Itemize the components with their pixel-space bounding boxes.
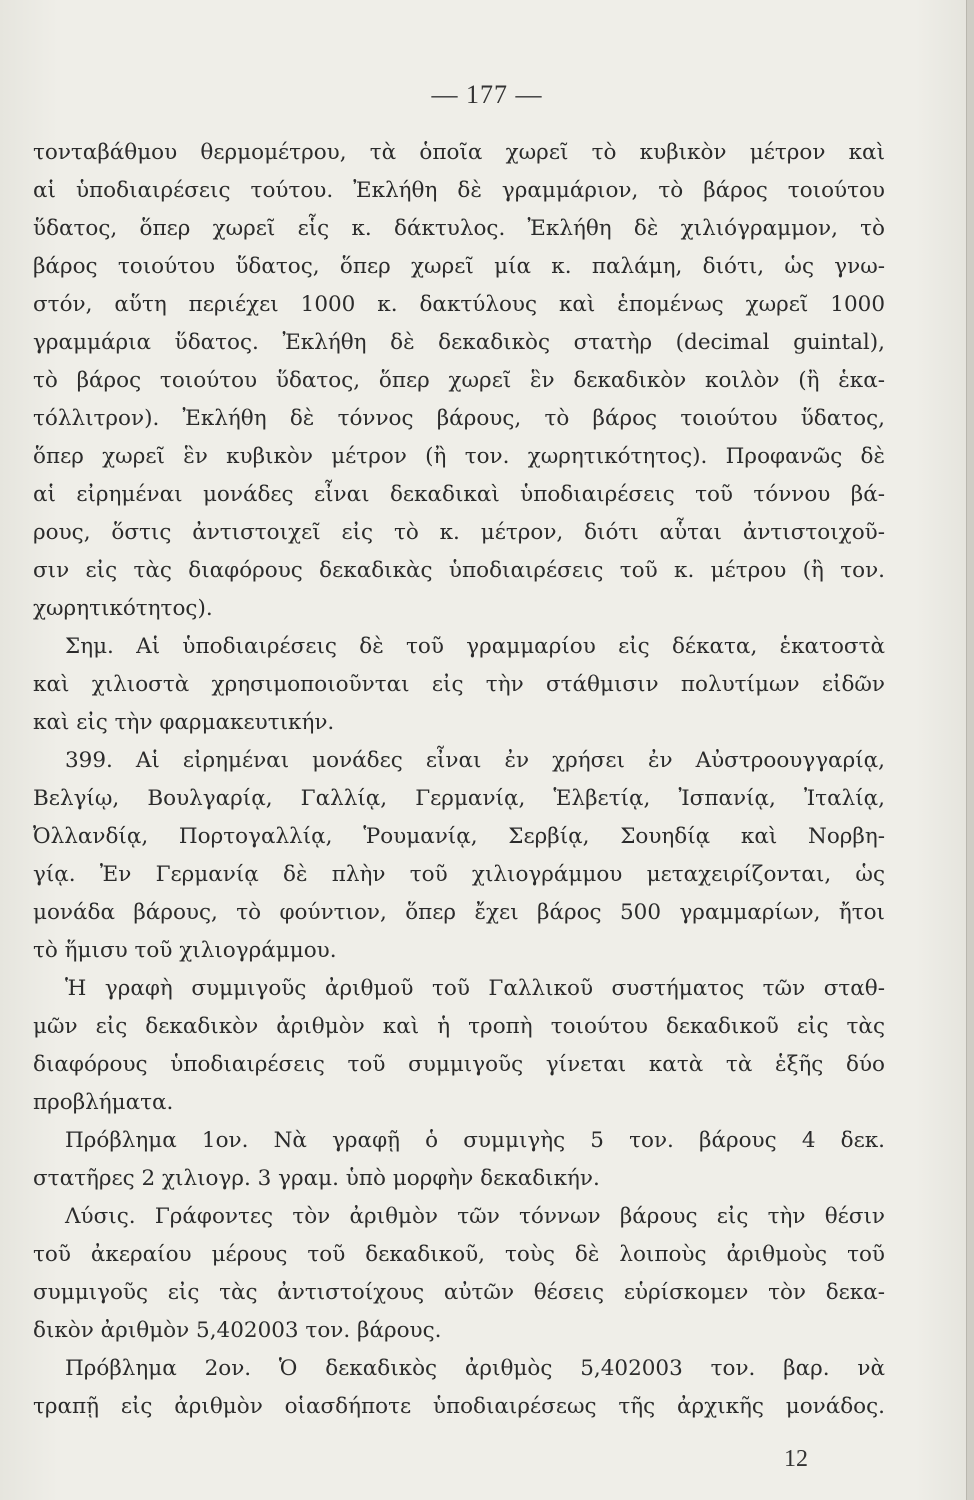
signature-mark: 12 xyxy=(784,1446,808,1472)
note-line: Σημ. Αἱ ὑποδιαιρέσεις δὲ τοῦ γραμμαρίου εἰς δέκατα, ἑκατοστὰ xyxy=(65,634,885,659)
problem-1-line: στατῆρες 2 χιλιογρ. 3 γραμ. ὑπὸ μορφὴν δεκαδικήν. xyxy=(33,1166,600,1191)
section-399-line: γίᾳ. Ἐν Γερμανίᾳ δὲ πλὴν τοῦ χιλιογράμμου μεταχειρίζονται, ὡς xyxy=(33,862,885,887)
text-line: στόν, αὕτη περιέχει 1000 κ. δακτύλους καὶ ἑπομένως χωρεῖ 1000 xyxy=(33,292,885,317)
problem-2-line: Πρόβλημα 2ον. Ὁ δεκαδικὸς ἀριθμὸς 5,402003 τον. βαρ. νὰ xyxy=(65,1356,885,1381)
text-line: ρους, ὅστις ἀντιστοιχεῖ εἰς τὸ κ. μέτρον, διότι αὗται ἀντιστοιχοῦ- xyxy=(33,520,885,545)
text-line: ὅπερ χωρεῖ ἓν κυβικὸν μέτρον (ἢ τον. χωρητικότητος). Προφανῶς δὲ xyxy=(33,444,885,469)
page-number: — 177 — xyxy=(431,80,543,109)
text-line: χωρητικότητος). xyxy=(33,596,213,621)
text-line: τόλλιτρον). Ἐκλήθη δὲ τόννος βάρους, τὸ βάρος τοιούτου ὕδατος, xyxy=(33,406,885,431)
text-line: βάρος τοιούτου ὕδατος, ὅπερ χωρεῖ μία κ. παλάμη, διότι, ὡς γνω- xyxy=(33,254,885,279)
paragraph-line: διαφόρους ὑποδιαιρέσεις τοῦ συμμιγοῦς γίνεται κατὰ τὰ ἑξῆς δύο xyxy=(33,1052,885,1077)
paragraph-line: μῶν εἰς δεκαδικὸν ἀριθμὸν καὶ ἡ τροπὴ τοιούτου δεκαδικοῦ εἰς τὰς xyxy=(33,1014,885,1039)
section-399-line: Βελγίῳ, Βουλγαρίᾳ, Γαλλίᾳ, Γερμανίᾳ, Ἑλβετίᾳ, Ἰσπανίᾳ, Ἰταλίᾳ, xyxy=(33,786,885,811)
note-line: καὶ χιλιοστὰ χρησιμοποιοῦνται εἰς τὴν στάθμισιν πολυτίμων εἰδῶν xyxy=(33,672,885,697)
text-line: ὕδατος, ὅπερ χωρεῖ εἷς κ. δάκτυλος. Ἐκλήθη δὲ χιλιόγραμμον, τὸ xyxy=(33,216,885,241)
paragraph-line: Ἡ γραφὴ συμμιγοῦς ἀριθμοῦ τοῦ Γαλλικοῦ συστήματος τῶν σταθ- xyxy=(65,976,885,1001)
section-399-line: 399. Αἱ εἰρημέναι μονάδες εἶναι ἐν χρήσει ἐν Αὐστροουγγαρίᾳ, xyxy=(65,748,885,773)
text-line: γραμμάρια ὕδατος. Ἐκλήθη δὲ δεκαδικὸς στατὴρ (decimal guintal), xyxy=(33,330,885,355)
text-line: αἱ εἰρημέναι μονάδες εἶναι δεκαδικαὶ ὑποδιαιρέσεις τοῦ τόννου βά- xyxy=(33,482,885,507)
body-text xyxy=(33,134,885,1426)
solution-line: Λύσις. Γράφοντες τὸν ἀριθμὸν τῶν τόννων βάρους εἰς τὴν θέσιν xyxy=(65,1204,885,1229)
section-399-line: μονάδα βάρους, τὸ φούντιον, ὅπερ ἔχει βάρος 500 γραμμαρίων, ἤτοι xyxy=(33,900,885,925)
paragraph-line: προβλήματα. xyxy=(33,1090,174,1115)
text-line: αἱ ὑποδιαιρέσεις τούτου. Ἐκλήθη δὲ γραμμάριον, τὸ βάρος τοιούτου xyxy=(33,178,885,203)
solution-line: συμμιγοῦς εἰς τὰς ἀντιστοίχους αὐτῶν θέσεις εὑρίσκομεν τὸν δεκα- xyxy=(33,1280,885,1305)
text-line: σιν εἰς τὰς διαφόρους δεκαδικὰς ὑποδιαιρέσεις τοῦ κ. μέτρου (ἢ τον. xyxy=(33,558,885,583)
text-line: τονταβάθμου θερμομέτρου, τὰ ὁποῖα χωρεῖ τὸ κυβικὸν μέτρον καὶ xyxy=(33,140,885,165)
text-line: τὸ βάρος τοιούτου ὕδατος, ὅπερ χωρεῖ ἓν δεκαδικὸν κοιλὸν (ἢ ἑκα- xyxy=(33,368,885,393)
page-edge xyxy=(966,0,974,1500)
problem-2-line: τραπῇ εἰς ἀριθμὸν οἱασδήποτε ὑποδιαιρέσεως τῆς ἀρχικῆς μονάδος. xyxy=(33,1394,885,1419)
problem-1-line: Πρόβλημα 1ον. Νὰ γραφῇ ὁ συμμιγὴς 5 τον. βάρους 4 δεκ. xyxy=(65,1128,885,1153)
solution-line: τοῦ ἀκεραίου μέρους τοῦ δεκαδικοῦ, τοὺς δὲ λοιποὺς ἀριθμοὺς τοῦ xyxy=(33,1242,885,1267)
solution-line: δικὸν ἀριθμὸν 5,402003 τον. βάρους. xyxy=(33,1318,442,1343)
section-399-line: Ὀλλανδίᾳ, Πορτογαλλίᾳ, Ῥουμανίᾳ, Σερβίᾳ, Σουηδίᾳ καὶ Νορβη- xyxy=(33,824,885,849)
section-399-line: τὸ ἥμισυ τοῦ χιλιογράμμου. xyxy=(33,938,337,963)
note-line: καὶ εἰς τὴν φαρμακευτικήν. xyxy=(33,710,335,735)
